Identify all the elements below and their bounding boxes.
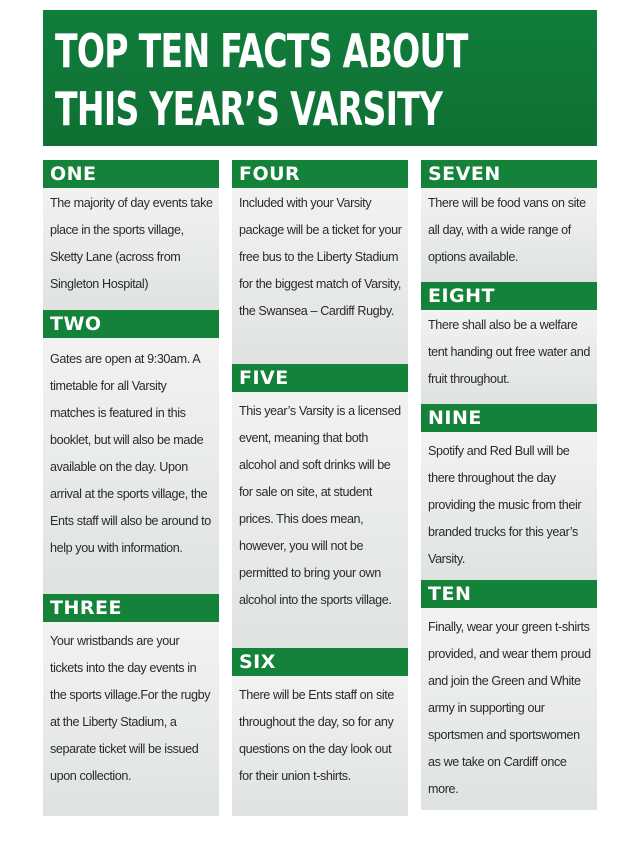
- fact-text: Spotify and Red Bull will be there throughout the day providing the music from their branded trucks for this year’s Varsity.: [421, 432, 597, 582]
- fact-card-seven: [421, 160, 597, 282]
- fact-card-three: [43, 594, 219, 816]
- fact-text: Finally, wear your green t-shirts provided, and wear them proud and join the Green and White army in supporting our sportsmen and sportswomen as we take on Cardiff once more.: [421, 608, 597, 810]
- fact-text: There shall also be a welfare tent handing out free water and fruit throughout.: [421, 310, 597, 404]
- fact-card-two: [43, 310, 219, 598]
- fact-text: The majority of day events take place in the sports village, Sketty Lane (across from Singleton Hospital): [43, 188, 219, 310]
- fact-title: TWO: [43, 310, 219, 338]
- fact-title: TEN: [421, 580, 597, 608]
- fact-title: SIX: [232, 648, 408, 676]
- page-title-line-1: TOP TEN FACTS ABOUT: [55, 24, 468, 78]
- fact-title: FOUR: [232, 160, 408, 188]
- fact-text: There will be Ents staff on site throughout the day, so for any questions on the day look out for their union t-shirts.: [232, 676, 408, 816]
- page-header: [43, 10, 597, 146]
- fact-card-nine: [421, 404, 597, 582]
- fact-card-eight: [421, 282, 597, 404]
- fact-card-four: [232, 160, 408, 364]
- fact-title: ONE: [43, 160, 219, 188]
- fact-title: FIVE: [232, 364, 408, 392]
- fact-text: This year’s Varsity is a licensed event, meaning that both alcohol and soft drinks will be for sale on site, at student prices. This does mean, however, you will not be permitted to bring your own alcohol into the sports village.: [232, 392, 408, 654]
- fact-text: Your wristbands are your tickets into the day events in the sports village.For the rugby at the Liberty Stadium, a separate ticket will be issued upon collection.: [43, 622, 219, 816]
- page-title-line-2: THIS YEAR’S VARSITY: [55, 82, 443, 136]
- fact-card-five: [232, 364, 408, 654]
- fact-title: NINE: [421, 404, 597, 432]
- fact-text: There will be food vans on site all day, with a wide range of options available.: [421, 188, 597, 282]
- fact-text: Included with your Varsity package will be a ticket for your free bus to the Liberty Stadium for the biggest match of Varsity, the Swansea – Cardiff Rugby.: [232, 188, 408, 364]
- fact-card-ten: [421, 580, 597, 810]
- fact-card-six: [232, 648, 408, 816]
- fact-title: THREE: [43, 594, 219, 622]
- fact-title: SEVEN: [421, 160, 597, 188]
- fact-card-one: [43, 160, 219, 310]
- fact-title: EIGHT: [421, 282, 597, 310]
- fact-text: Gates are open at 9:30am. A timetable for all Varsity matches is featured in this booklet, but will also be made available on the day. Upon arrival at the sports village, the Ents staff will also be around to help you with information.: [43, 338, 219, 598]
